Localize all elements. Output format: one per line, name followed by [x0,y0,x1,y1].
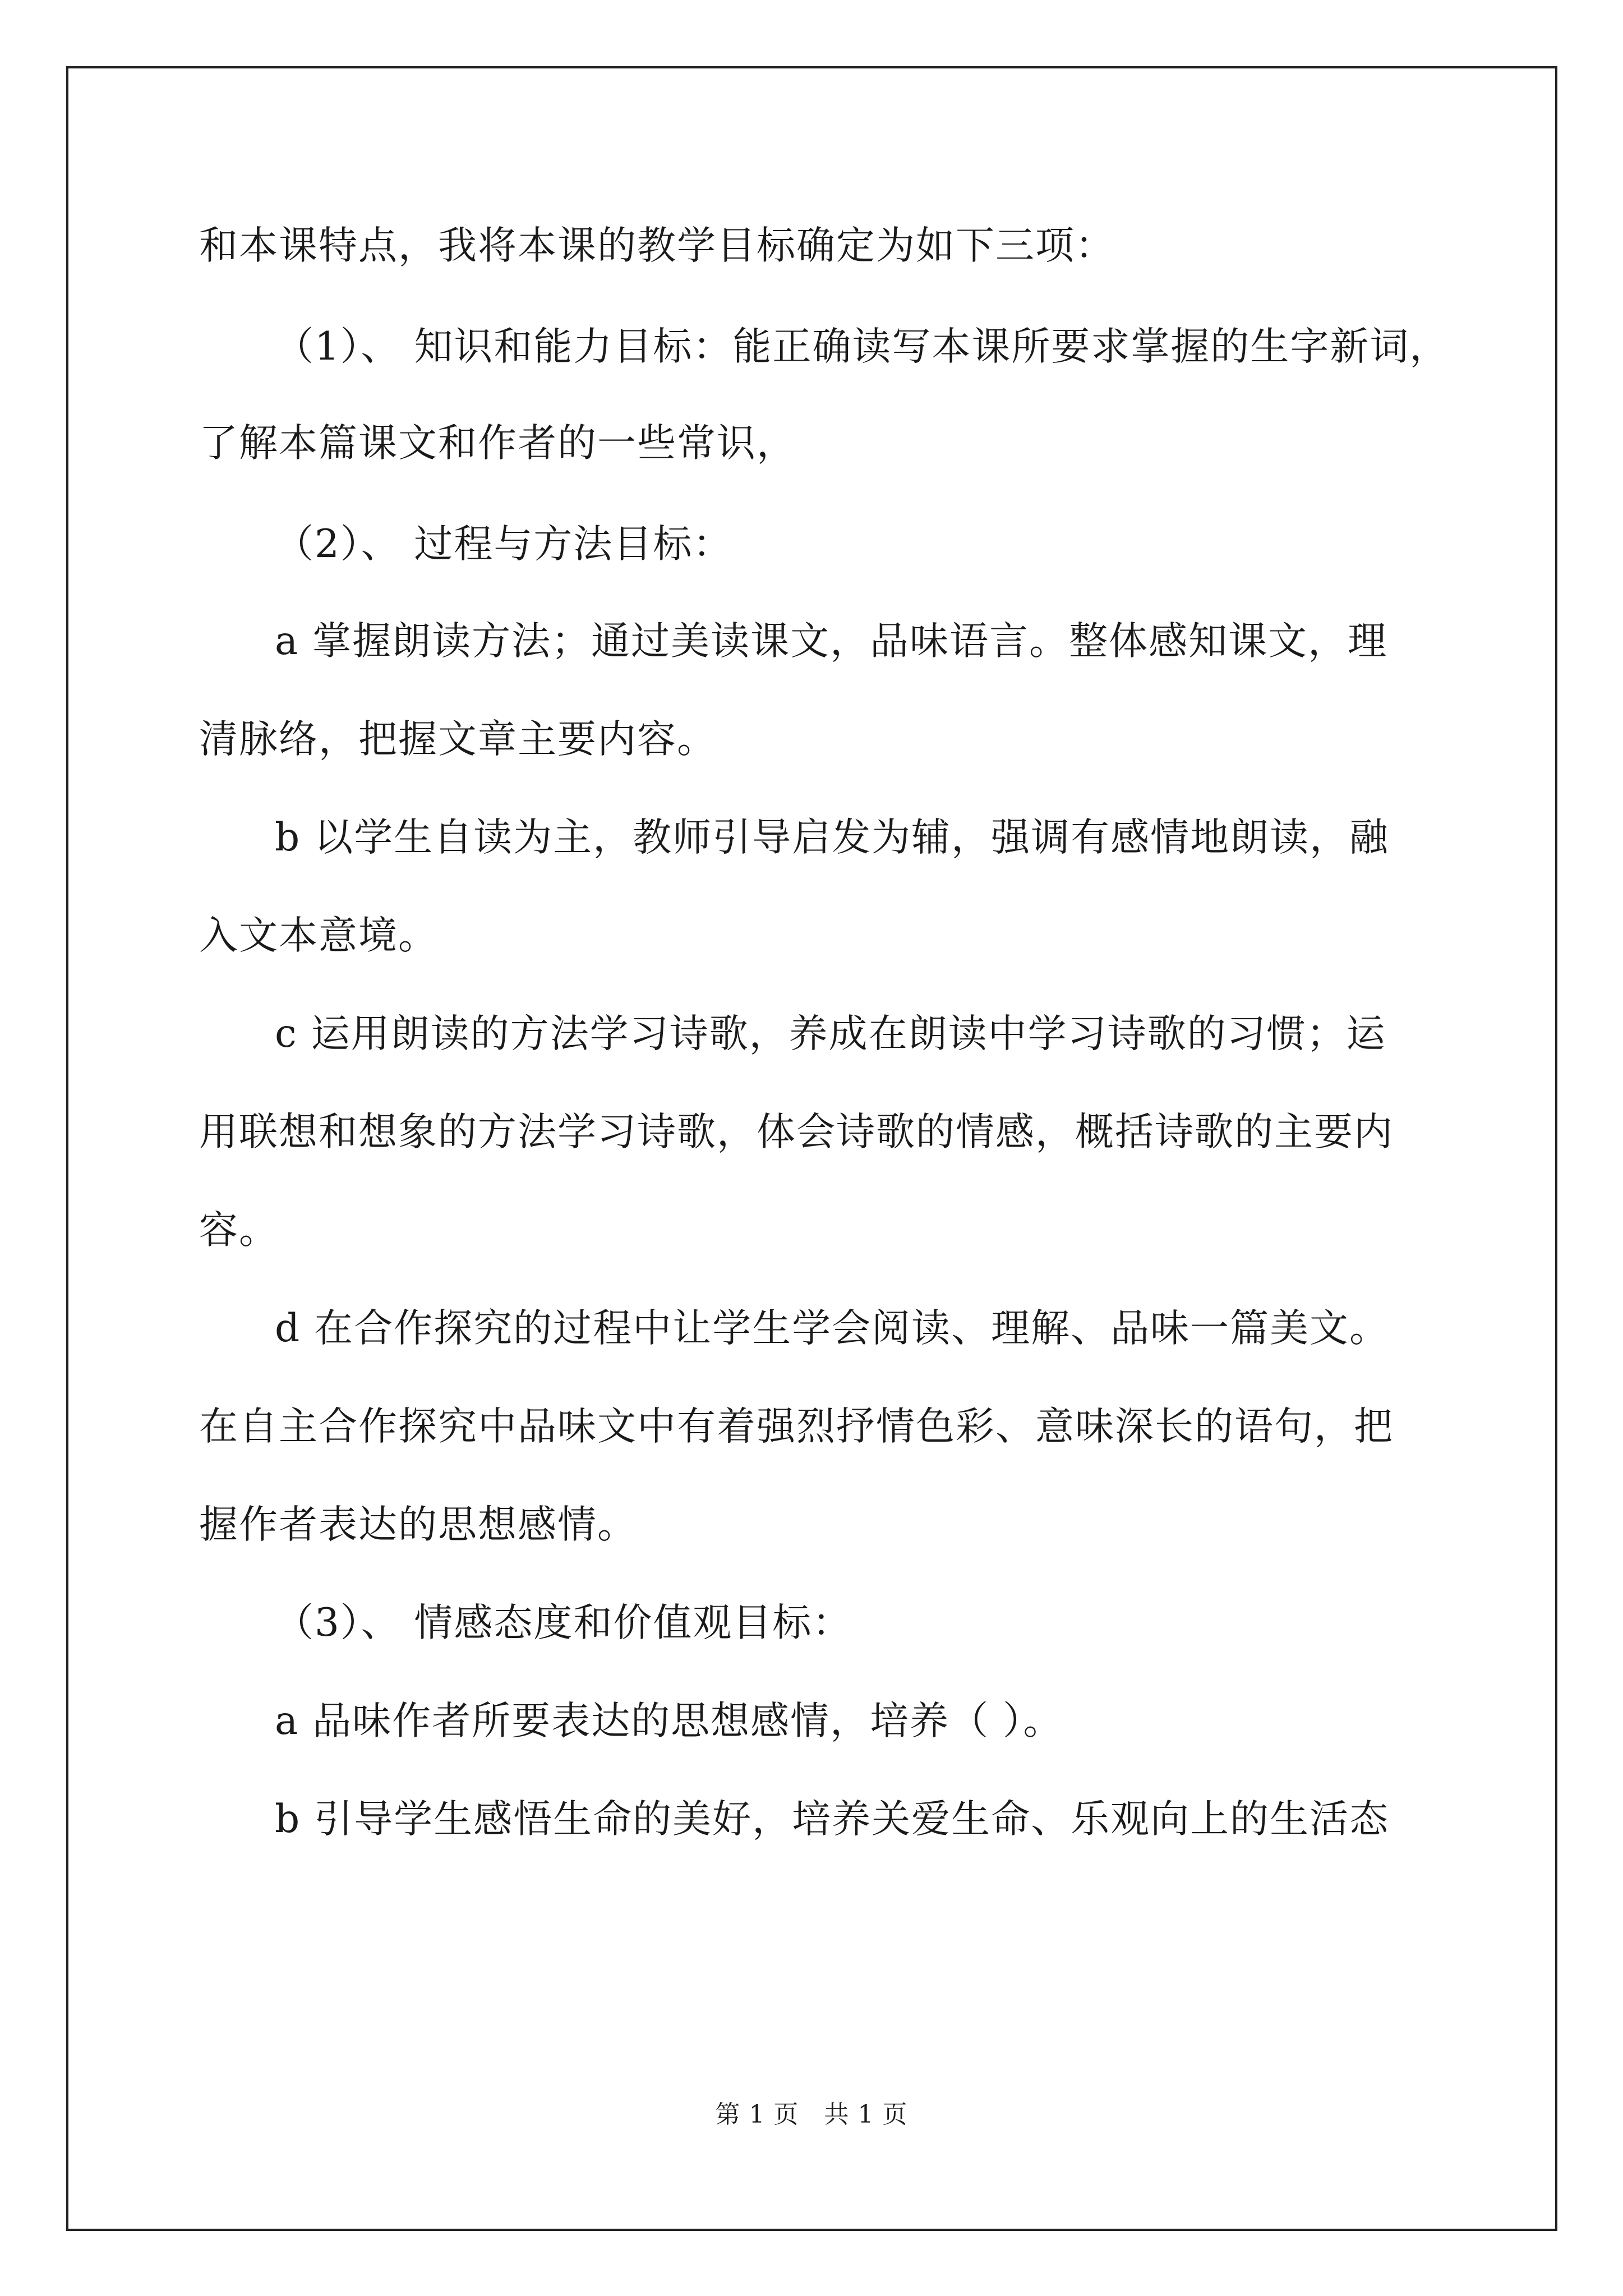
page-number-footer: 第 1 页 共 1 页 [715,2100,908,2129]
text-line: 在自主合作探究中品味文中有着强烈抒情色彩、意味深长的语句，把 [199,1404,1394,1449]
text-line: 清脉络，把握文章主要内容。 [199,717,717,762]
text-line: a 掌握朗读方法；通过美读课文，品味语言。整体感知课文，理 [275,619,1388,664]
text-line: c 运用朗读的方法学习诗歌，养成在朗读中学习诗歌的习惯；运 [275,1011,1386,1056]
text-line: 入文本意境。 [199,913,438,958]
text-line: （3）、 情感态度和价值观目标： [275,1600,852,1645]
text-line: b 以学生自读为主，教师引导启发为辅，强调有感情地朗读，融 [275,815,1390,860]
text-line: b 引导学生感悟生命的美好，培养关爱生命、乐观向上的生活态 [275,1797,1390,1842]
text-line: 握作者表达的思想感情。 [199,1502,637,1547]
text-line: 用联想和想象的方法学习诗歌，体会诗歌的情感，概括诗歌的主要内 [199,1110,1394,1154]
text-line: 和本课特点，我将本课的教学目标确定为如下三项： [199,223,1115,268]
text-line: a 品味作者所要表达的思想感情，培养（ ）。 [275,1699,1063,1743]
text-line: （2）、 过程与方法目标： [275,522,733,567]
text-line: 容。 [199,1208,279,1253]
text-line: d 在合作探究的过程中让学生学会阅读、理解、品味一篇美文。 [275,1306,1390,1351]
text-line: 了解本篇课文和作者的一些常识， [199,421,796,466]
text-line: （1）、 知识和能力目标：能正确读写本课所要求掌握的生字新词， [275,324,1450,369]
